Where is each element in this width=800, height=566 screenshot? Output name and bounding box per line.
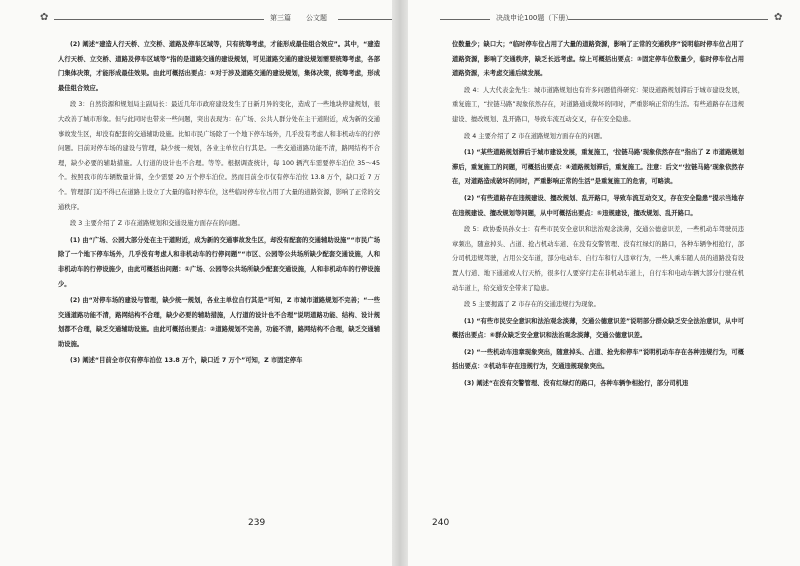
book-gutter	[392, 0, 408, 566]
header-rule	[54, 19, 264, 20]
paragraph: 段 4：人大代表金先生：城市道路规划也有许多问题值得研究：架设道路规划滞后于城市建设发展，重复施工，“拉链马路”现象依然存在，对道路通成微坏的同时，严重影响正常的生活。有些道路存在违规建设、擅改规划、乱开路口，导致车流互动交叉，存在安全隐患。	[452, 86, 744, 123]
paragraph: (3) 阐述“目前全市仅有停车泊位 13.8 万个，缺口近 7 万个”可知，Z 市固定停车	[70, 357, 303, 365]
paragraph: (1) “有些市民安全意识和法治观念淡薄，交通公德意识差”说明部分群众缺乏安全法治意识，从中可概括出要点：⑥群众缺乏安全意识和法治观念淡薄，交通公德意识差。	[452, 317, 744, 340]
flower-ornament-icon: ✿	[40, 12, 49, 23]
paragraph: 段 4 主要介绍了 Z 市在道路规划方面存在的问题。	[464, 132, 607, 140]
page-number: 239	[248, 518, 266, 528]
header-title: 公文题	[306, 14, 327, 22]
paragraph: (1) “某些道路规划滞后于城市建设发展，重复施工，‘拉链马路’现象依然存在”指出了 Z 市道路规划滞后，重复施工的问题，可概括出要点：④道路规划滞后，重复施工。注意：后文“‘拉链马路’现象依然存在，对道路造成破坏的同时，严重影响正常的生活”是重复施工的危害，可略读。	[452, 149, 744, 186]
header-title: 决战申论100题（下册）	[496, 14, 573, 22]
paragraph: (2) “有些道路存在违规建设、擅改规划、乱开路口，导致车流互动交叉，存在安全隐患”提示当地存在违规建设、擅改规划等问题，从中可概括出要点：⑤违规建设，擅改规划、乱开路口。	[452, 194, 744, 217]
paragraph: 位数量少；缺口大；“临时停车位占用了大量的道路资源，影响了正常的交通秩序”说明临时停车位占用了道路资源，影响了交通秩序，缺乏长远考虑。综上可概括出要点：③固定停车位数量少，临时停车位占用道路资源，未考虑交通后续发展。	[452, 41, 744, 78]
header-rule	[338, 19, 392, 20]
paragraph: (1) 由“广场、公园大部分处在主干道附近，成为新的交通事故发生区，却没有配套的交通辅助设施”“市民广场除了一个地下停车场外，几乎没有考虑人和非机动车的行停问题”“市区、公园等公共场所缺少配套交通设施，人和非机动车的行停设施少，由此可概括出问题：①广场、公园等公共场所缺少配套交通设施，人和非机动车的行停设施少。	[58, 236, 380, 288]
page-number: 240	[432, 518, 450, 528]
paragraph: 段 5：政协委员孙女士：有些市民安全意识和法治观念淡薄，交通公德意识差，一些机动车驾驶员违章频出，随意掉头、占道、抢占机动车道、在没有交警管理、没有红绿灯的路口，各种车辆争相抢行，部分司机违规驾驶，占用公交车道，部分电动车、自行车和行人违章行为，一些人乘车随人员的道路没有设置人行道、地下通道或人行天桥，很多行人要穿行走在非机动车道上，自行车和电动车辆大部分行驶在机动车道上，给交通安全带来了隐患。	[452, 226, 744, 292]
left-running-header	[30, 10, 370, 24]
header-rule	[568, 19, 768, 20]
paragraph: (2) 阐述“建造人行天桥、立交桥、道路及停车区域等，只有统筹考虑，才能形成最佳组合效应”。其中，“建造人行天桥、立交桥、道路及停车区域等”指的是道路交通的建设规划，可见道路交通的建设规划需要统筹考虑，各部门集体决策，才能形成最佳效果。由此可概括出要点：①对于涉及道路交通的建设规划，集体决策，统筹考虑，形成最佳组合效应。	[58, 41, 380, 92]
left-page-body	[58, 38, 380, 371]
right-page-body	[452, 38, 744, 394]
paragraph: (2) “一些机动车违章现象突出，随意掉头、占道、抢先和停车”说明机动车存在各种违规行为，可概括出要点：⑦机动车存在违规行为，交通违规现象突出。	[452, 348, 744, 371]
left-page	[0, 0, 392, 566]
paragraph: 段 3 主要介绍了 Z 市在道路规划和交通设施方面存在的问题。	[70, 220, 244, 228]
right-page	[408, 0, 800, 566]
paragraph: 段 5 主要揭露了 Z 市存在的交通违规行为现象。	[464, 301, 600, 309]
paragraph: 段 3：自然资源和规划局主副局长：最近几年市政府建设发生了日新月异的变化，造成了一些地块停建规划，很大改善了城市形象。但与此同时也带来一些问题，突出表现为：在广场、公共人群分处在主干道附近，成为新的交通事故发生区，却没有配套的交通辅助设施。比如市民广场除了一个地下停车场外，几乎没有考虑人和非机动车的行停问题。目前对停车场的建设与管理，缺少统一规划，各业主单位自行其是。一些交通道路功能不清，路网结构不合理，缺少必要的辅助措施。人行道的设计也不合理。等等。根据调查统计，每 100 辆汽车需要停车泊位 35～45 个。按照我市的车辆数量计算，全少需要 20 万个停车泊位。然而目前全市仅有停车泊位 13.8 万个，缺口近 7 万个。管理部门迫不得已在道路上设立了大量的临时停车位，这些临时停车位占用了大量的道路资源，影响了正常的交通秩序。	[58, 101, 380, 211]
header-section: 第三篇	[270, 14, 291, 22]
right-running-header	[438, 10, 783, 24]
paragraph: (2) 由“对停车场的建设与管理，缺少统一规划，各业主单位自行其是”可知，Z 市城市道路规划不完善；“一些交通道路功能不清，路网结构不合理，缺少必要的辅助措施，人行道的设计也不合理”说明道路功能、结构、设计规划都不合理，缺乏交通辅助设施。由此可概括出要点：②道路规划不完善，功能不清，路网结构不合理，缺乏交通辅助设施。	[58, 297, 380, 348]
header-rule	[440, 19, 490, 20]
paragraph: (3) 阐述“在没有交警管理、没有红绿灯的路口，各种车辆争相抢行，部分司机违	[464, 380, 689, 388]
flower-ornament-icon: ✿	[774, 12, 783, 23]
